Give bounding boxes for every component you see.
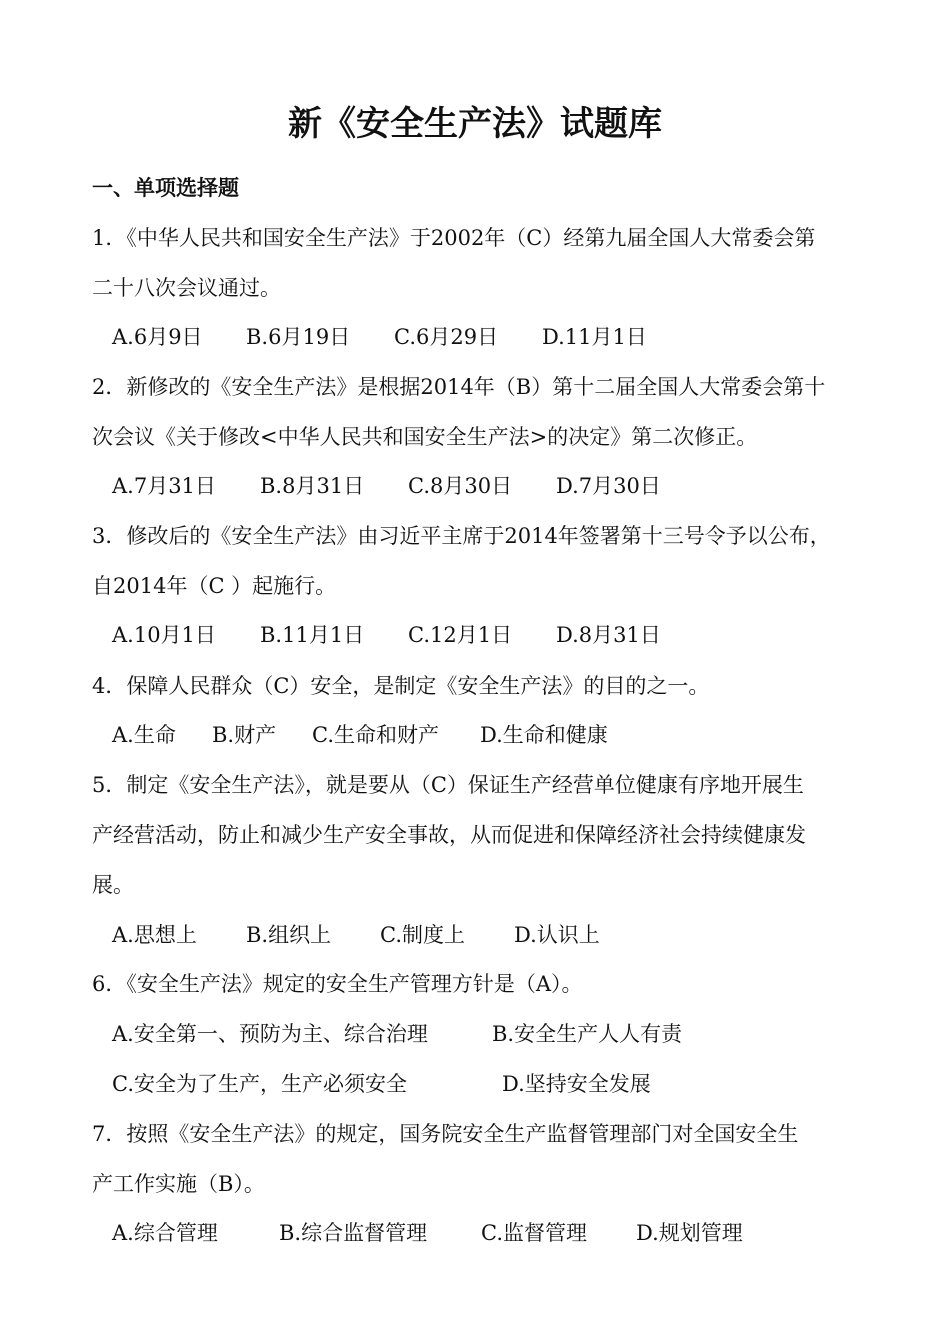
question-3-option-b: B.11月1日 xyxy=(260,623,365,647)
question-1-option-a: A.6月9日 xyxy=(112,325,203,349)
question-4-option-d: D.生命和健康 xyxy=(480,723,608,747)
question-1-line-2: 二十八次会议通过。 xyxy=(92,276,281,300)
question-4-option-c: C.生命和财产 xyxy=(312,723,439,747)
question-3-option-c: C.12月1日 xyxy=(408,623,513,647)
question-6-line-1: 6．《安全生产法》规定的安全生产管理方针是（A）。 xyxy=(92,972,583,996)
question-2-option-c: C.8月30日 xyxy=(408,474,513,498)
question-3-option-d: D.8月31日 xyxy=(556,623,661,647)
question-4-option-b: B.财产 xyxy=(212,723,277,747)
question-3-options xyxy=(112,620,661,650)
section-heading: 一、单项选择题 xyxy=(92,176,239,200)
question-6-options-row-2 xyxy=(112,1069,651,1099)
question-5-line-2: 产经营活动，防止和减少生产安全事故，从而促进和保障经济社会持续健康发 xyxy=(92,823,806,847)
document-title: 新《安全生产法》试题库 xyxy=(288,104,662,144)
question-6-option-b: B.安全生产人人有责 xyxy=(492,1022,683,1046)
question-5-line-1: 5．制定《安全生产法》，就是要从（C）保证生产经营单位健康有序地开展生 xyxy=(92,773,804,797)
question-5-option-c: C.制度上 xyxy=(380,923,465,947)
question-6-option-d: D.坚持安全发展 xyxy=(502,1072,651,1096)
question-1-options xyxy=(112,322,647,352)
question-5-options xyxy=(112,920,600,950)
question-7-option-a: A.综合管理 xyxy=(112,1221,218,1245)
question-6-option-a: A.安全第一、预防为主、综合治理 xyxy=(112,1022,428,1046)
question-2-option-a: A.7月31日 xyxy=(112,474,216,498)
question-2-option-b: B.8月31日 xyxy=(260,474,365,498)
question-7-line-2: 产工作实施（B）。 xyxy=(92,1172,265,1196)
question-4-option-a: A.生命 xyxy=(112,723,176,747)
question-2-line-2: 次会议《关于修改<中华人民共和国安全生产法>的决定》第二次修正。 xyxy=(92,425,758,449)
question-7-option-c: C.监督管理 xyxy=(481,1221,587,1245)
question-5-option-a: A.思想上 xyxy=(112,923,197,947)
question-4-line-1: 4．保障人民群众（C）安全，是制定《安全生产法》的目的之一。 xyxy=(92,674,710,698)
question-1-option-b: B.6月19日 xyxy=(246,325,351,349)
question-1-option-d: D.11月1日 xyxy=(542,325,647,349)
question-3-line-2: 自2014年（C ）起施行。 xyxy=(92,574,337,598)
question-2-options xyxy=(112,471,661,501)
question-7-option-b: B.综合监督管理 xyxy=(279,1221,428,1245)
question-7-line-1: 7．按照《安全生产法》的规定，国务院安全生产监督管理部门对全国安全生 xyxy=(92,1122,799,1146)
question-5-line-3: 展。 xyxy=(92,873,134,897)
question-5-option-b: B.组织上 xyxy=(246,923,332,947)
question-7-option-d: D.规划管理 xyxy=(636,1221,743,1245)
question-4-options xyxy=(112,720,608,750)
question-1-line-1: 1．《中华人民共和国安全生产法》于2002年（C）经第九届全国人大常委会第 xyxy=(92,226,816,250)
question-5-option-d: D.认识上 xyxy=(514,923,600,947)
question-3-line-1: 3．修改后的《安全生产法》由习近平主席于2014年签署第十三号令予以公布， xyxy=(92,524,831,548)
question-6-options-row-1 xyxy=(112,1019,682,1049)
question-2-option-d: D.7月30日 xyxy=(556,474,661,498)
question-6-option-c: C.安全为了生产，生产必须安全 xyxy=(112,1072,407,1096)
question-1-option-c: C.6月29日 xyxy=(394,325,499,349)
question-2-line-1: 2．新修改的《安全生产法》是根据2014年（B）第十二届全国人大常委会第十 xyxy=(92,375,826,399)
question-3-option-a: A.10月1日 xyxy=(112,623,216,647)
question-7-options xyxy=(112,1218,743,1248)
